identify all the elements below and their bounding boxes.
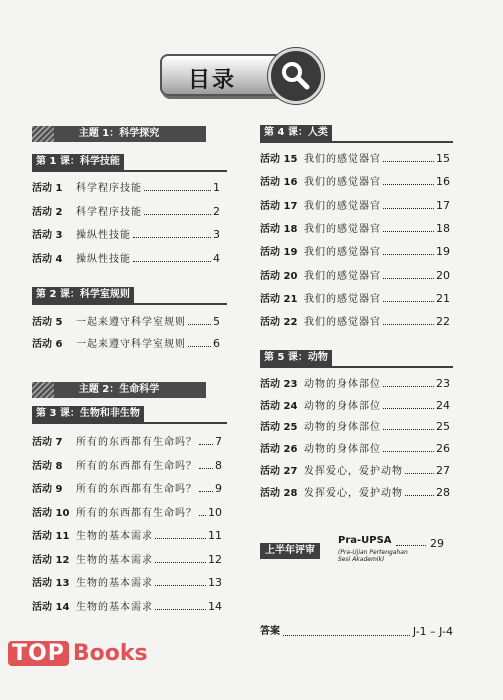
page-number: 7	[215, 435, 222, 448]
page-number: 24	[436, 398, 450, 412]
activity-title: 生物的基本需求	[76, 531, 153, 542]
activity-number: 活动 27	[260, 465, 298, 477]
theme-1-banner	[32, 126, 206, 142]
activity-title: 我们的感觉器官	[304, 223, 381, 235]
activity-title: 动物的身体部位	[304, 422, 381, 434]
activity-number: 活动 4	[32, 253, 63, 265]
activity-number: 活动 13	[32, 578, 70, 589]
page-number: 2	[213, 204, 220, 218]
activity-title: 我们的感觉器官	[304, 177, 381, 189]
page-number: 16	[436, 175, 450, 189]
leader-dots	[155, 528, 206, 539]
page-number: 19	[436, 245, 450, 259]
page-number: 22	[436, 315, 450, 329]
activity-number: 活动 20	[260, 270, 298, 282]
activity-title: 我们的感觉器官	[304, 200, 381, 212]
leader-dots	[405, 463, 434, 474]
page-number: 4	[213, 251, 220, 265]
activity-title: 所有的东西都有生命吗？	[76, 507, 197, 519]
activity-title: 科学程序技能	[76, 206, 142, 218]
page-number: 10	[208, 505, 222, 519]
answers-page: J-1 – J-4	[412, 625, 453, 638]
activity-title: 所有的东西都有生命吗？	[76, 437, 197, 448]
lesson-5-title: 第 5 课：动物	[260, 350, 332, 366]
page-number: 28	[436, 485, 450, 499]
activity-title: 我们的感觉器官	[304, 154, 381, 165]
activity-number: 活动 25	[260, 422, 298, 434]
page-number: 13	[208, 576, 222, 589]
topbooks-logo	[8, 641, 148, 666]
activity-number: 活动 5	[32, 317, 63, 328]
toc-row	[32, 251, 220, 267]
leader-dots	[144, 204, 211, 215]
activity-number: 活动 24	[260, 400, 298, 412]
activity-title: 一起来遵守科学室规则	[76, 339, 186, 350]
toc-row	[32, 552, 222, 568]
page-number: 3	[213, 228, 220, 241]
leader-dots	[383, 244, 434, 255]
leader-dots	[383, 174, 434, 185]
activity-title: 生物的基本需求	[76, 601, 153, 613]
activity-title: 生物的基本需求	[76, 554, 153, 566]
activity-number: 活动 8	[32, 460, 63, 472]
lesson-1-title: 第 1 课：科学技能	[32, 154, 124, 170]
toc-row	[260, 314, 450, 330]
toc-row	[260, 244, 450, 260]
exam-page: 29	[430, 537, 444, 550]
page-number: 15	[436, 152, 450, 165]
toc-row	[260, 441, 450, 457]
activity-title: 我们的感觉器官	[304, 317, 381, 329]
toc-row	[32, 227, 220, 243]
toc-row	[32, 481, 222, 497]
toc-row	[32, 336, 220, 352]
toc-row	[32, 180, 220, 196]
toc-row	[32, 204, 220, 220]
activity-number: 活动 22	[260, 317, 298, 329]
leader-dots	[144, 180, 211, 191]
activity-title: 操纵性技能	[76, 230, 131, 241]
activity-title: 动物的身体部位	[304, 444, 381, 456]
activity-title: 操纵性技能	[76, 253, 131, 265]
toc-row	[260, 221, 450, 237]
page-number: 12	[208, 552, 222, 566]
activity-number: 活动 9	[32, 484, 63, 495]
leader-dots	[383, 419, 434, 430]
page-number: 23	[436, 377, 450, 390]
leader-dots	[199, 458, 213, 469]
toc-row	[260, 291, 450, 307]
lesson-5-header	[260, 350, 453, 366]
activity-title: 我们的感觉器官	[304, 270, 381, 282]
leader-dots	[199, 505, 206, 516]
leader-dots	[199, 434, 213, 445]
search-icon	[268, 48, 324, 104]
toc-row	[260, 174, 450, 190]
lesson-1-header	[32, 154, 227, 170]
activity-title: 发挥爱心，爱护动物	[304, 487, 403, 499]
page-number: 18	[436, 221, 450, 235]
page-title-banner	[160, 48, 320, 98]
toc-row	[32, 314, 220, 330]
activity-number: 活动 16	[260, 177, 298, 189]
page-number: 14	[208, 599, 222, 613]
activity-title: 发挥爱心，爱护动物	[304, 465, 403, 477]
leader-dots	[155, 552, 206, 563]
activity-number: 活动 14	[32, 601, 70, 613]
toc-row	[260, 376, 450, 392]
page-number: 6	[213, 337, 220, 350]
activity-title: 科学程序技能	[76, 183, 142, 194]
activity-title: 动物的身体部位	[304, 379, 381, 390]
activity-number: 活动 2	[32, 206, 63, 218]
page-number: 5	[213, 315, 220, 328]
leader-dots	[383, 441, 434, 452]
toc-row	[260, 268, 450, 284]
activity-number: 活动 10	[32, 507, 70, 519]
toc-row	[32, 458, 222, 474]
toc-row	[260, 398, 450, 414]
activity-title: 我们的感觉器官	[304, 293, 381, 305]
leader-dots	[133, 251, 211, 262]
answers-leader	[283, 624, 410, 636]
exam-leader	[396, 545, 426, 546]
leader-dots	[155, 599, 206, 610]
answers-label: 答案	[260, 626, 280, 637]
lesson-4-title: 第 4 课：人类	[260, 125, 332, 141]
activity-number: 活动 15	[260, 154, 298, 165]
leader-dots	[383, 291, 434, 302]
lesson-2-title: 第 2 课：科学室规则	[32, 287, 134, 303]
leader-dots	[383, 221, 434, 232]
toc-row	[32, 575, 222, 591]
leader-dots	[188, 314, 211, 325]
activity-number: 活动 12	[32, 554, 70, 566]
page-number: 26	[436, 442, 450, 456]
activity-number: 活动 28	[260, 487, 298, 499]
activity-number: 活动 3	[32, 230, 63, 241]
page-number: 17	[436, 198, 450, 212]
logo-top: TOP	[8, 641, 69, 666]
activity-number: 活动 19	[260, 247, 298, 259]
toc-row	[32, 505, 222, 521]
lesson-4-header	[260, 125, 453, 141]
toc-row	[260, 151, 450, 167]
activity-title: 所有的东西都有生命吗？	[76, 484, 197, 495]
activity-number: 活动 26	[260, 444, 298, 456]
page-number: 1	[213, 181, 220, 194]
lesson-3-title: 第 3 课：生物和非生物	[32, 406, 144, 422]
lesson-2-header	[32, 287, 227, 303]
toc-row	[260, 463, 450, 479]
activity-number: 活动 23	[260, 379, 298, 390]
page-title: 目录	[187, 68, 236, 93]
toc-row	[260, 419, 450, 435]
leader-dots	[383, 398, 434, 409]
theme-1-title: 主题 1：科学探究	[78, 128, 160, 139]
toc-row	[260, 198, 450, 214]
activity-number: 活动 6	[32, 339, 63, 350]
page-number: 8	[215, 458, 222, 472]
page-number: 27	[436, 463, 450, 477]
page-number: 20	[436, 268, 450, 282]
theme-2-title: 主题 2：生命科学	[78, 384, 160, 395]
activity-number: 活动 11	[32, 531, 70, 542]
page-number: 9	[215, 482, 222, 495]
activity-title: 一起来遵守科学室规则	[76, 317, 186, 328]
activity-number: 活动 17	[260, 200, 298, 212]
activity-number: 活动 7	[32, 437, 63, 448]
leader-dots	[405, 485, 434, 496]
leader-dots	[383, 314, 434, 325]
toc-row	[260, 485, 450, 501]
toc-row	[32, 528, 222, 544]
exam-subtitle: (Pra-Ujian Pertengahan Sesi Akademik)	[338, 549, 408, 563]
toc-row	[32, 434, 222, 450]
activity-number: 活动 1	[32, 183, 63, 194]
leader-dots	[155, 575, 206, 586]
activity-title: 生物的基本需求	[76, 578, 153, 589]
page-number: 25	[436, 420, 450, 434]
activity-number: 活动 18	[260, 223, 298, 235]
lesson-3-header	[32, 406, 227, 422]
exam-title: Pra-UPSA	[338, 535, 392, 546]
logo-books: Books	[72, 641, 148, 666]
toc-row	[32, 599, 222, 615]
leader-dots	[383, 376, 434, 387]
exam-label: 上半年评审	[260, 543, 320, 559]
activity-number: 活动 21	[260, 293, 298, 305]
leader-dots	[199, 481, 213, 492]
activity-title: 所有的东西都有生命吗？	[76, 460, 197, 472]
theme-2-banner	[32, 382, 206, 398]
leader-dots	[383, 198, 434, 209]
leader-dots	[383, 151, 434, 162]
page-number: 21	[436, 291, 450, 305]
activity-title: 我们的感觉器官	[304, 247, 381, 259]
leader-dots	[188, 336, 211, 347]
page-number: 11	[208, 529, 222, 542]
leader-dots	[383, 268, 434, 279]
answers-row	[260, 624, 453, 640]
activity-title: 动物的身体部位	[304, 400, 381, 412]
leader-dots	[133, 227, 211, 238]
